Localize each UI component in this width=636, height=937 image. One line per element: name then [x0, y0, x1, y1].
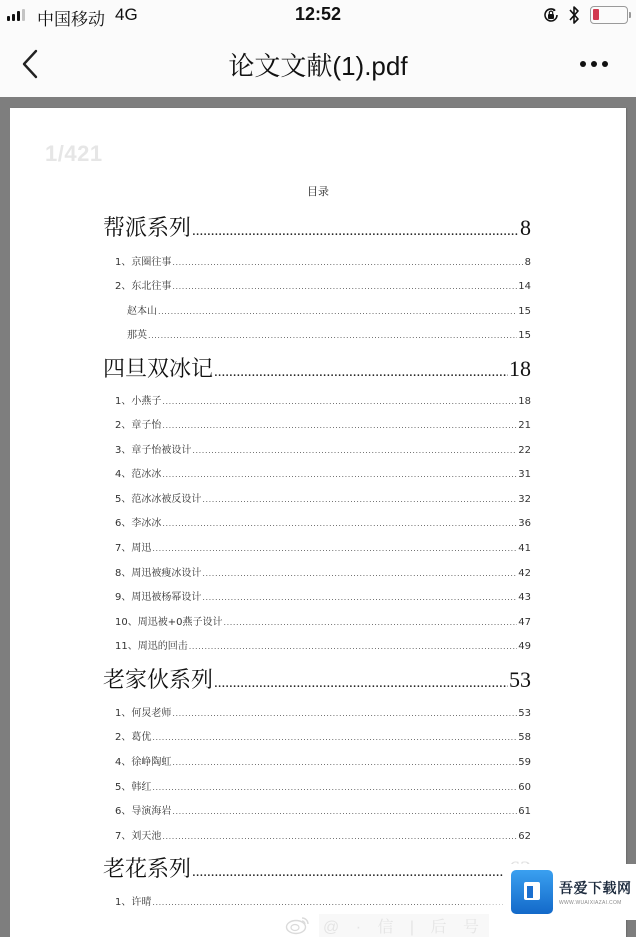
- toc-entry[interactable]: 1、京圈往事 ..... 8: [115, 253, 531, 269]
- rotation-lock-icon: [542, 6, 560, 24]
- toc-heading[interactable]: 老家伙系列 ..... 53: [103, 663, 531, 693]
- toc-entry[interactable]: 7、周迅 ..... 41: [115, 539, 531, 555]
- weibo-watermark: @ · 信 | 后 号: [285, 913, 489, 937]
- toc-entry[interactable]: 9、周迅被杨幂设计 ..... 43: [115, 588, 531, 604]
- bluetooth-icon: [568, 5, 580, 25]
- page-indicator: 1/421: [45, 141, 103, 166]
- toc-entry[interactable]: 6、李冰冰 ..... 36: [115, 514, 531, 530]
- ellipsis-icon: [580, 61, 586, 67]
- site-watermark: [503, 864, 636, 920]
- toc-entry[interactable]: 4、徐峥陶虹 ..... 59: [115, 753, 531, 769]
- pdf-page[interactable]: [10, 108, 626, 937]
- site-name: 吾爱下载网: [559, 880, 632, 896]
- document-title: 论文文献(1).pdf: [228, 51, 408, 81]
- toc-entry[interactable]: 那英 ..... 15: [127, 326, 531, 342]
- toc-entry[interactable]: 2、葛优 ..... 58: [115, 728, 531, 744]
- toc-entry[interactable]: 1、小燕子 ..... 18: [115, 392, 531, 408]
- toc-entry[interactable]: 5、韩红 ..... 60: [115, 778, 531, 794]
- toc-entry[interactable]: 1、何炅老师 ..... 53: [115, 704, 531, 720]
- box-logo-icon: [511, 870, 553, 914]
- toc-entry[interactable]: 2、章子怡 ..... 21: [115, 416, 531, 432]
- nav-bar: [0, 30, 636, 97]
- toc-entry[interactable]: 1、许晴 .....: [115, 893, 531, 909]
- toc-entry[interactable]: 8、周迅被瘦冰设计 ..... 42: [115, 564, 531, 580]
- status-time: 12:52: [294, 4, 342, 24]
- toc-entry[interactable]: 11、周迅的回击 ..... 49: [115, 637, 531, 653]
- weibo-icon: [285, 915, 311, 935]
- more-options-button[interactable]: [574, 50, 614, 78]
- toc-entry[interactable]: 2、东北往事 ..... 14: [115, 277, 531, 293]
- toc-heading[interactable]: 帮派系列 ..... 8: [103, 211, 531, 241]
- status-bar: [0, 0, 636, 30]
- toc-entry[interactable]: 赵本山 ..... 15: [127, 302, 531, 318]
- toc-title: 目录: [307, 186, 329, 198]
- toc-entry[interactable]: 3、章子怡被设计 ..... 22: [115, 441, 531, 457]
- battery-cap: [629, 12, 631, 18]
- site-url: WWW.WUAIXIAZAI.COM: [559, 900, 622, 906]
- toc-entry[interactable]: 7、刘天池 ..... 62: [115, 827, 531, 843]
- toc-entry[interactable]: 6、导演海岩 ..... 61: [115, 802, 531, 818]
- toc-entry[interactable]: 4、范冰冰 ..... 31: [115, 465, 531, 481]
- pdf-viewer[interactable]: [0, 97, 636, 937]
- toc-heading[interactable]: 老花系列 .....: [103, 852, 531, 882]
- toc-heading[interactable]: 四旦双冰记 ..... 18: [103, 352, 531, 382]
- carrier-name: 中国移动: [37, 10, 105, 29]
- network-type: 4G: [115, 5, 138, 24]
- toc-entry[interactable]: 5、范冰冰被反设计 ..... 32: [115, 490, 531, 506]
- battery-icon: [590, 6, 628, 24]
- toc-entry[interactable]: 10、周迅被+0燕子设计 ..... 47: [115, 613, 531, 629]
